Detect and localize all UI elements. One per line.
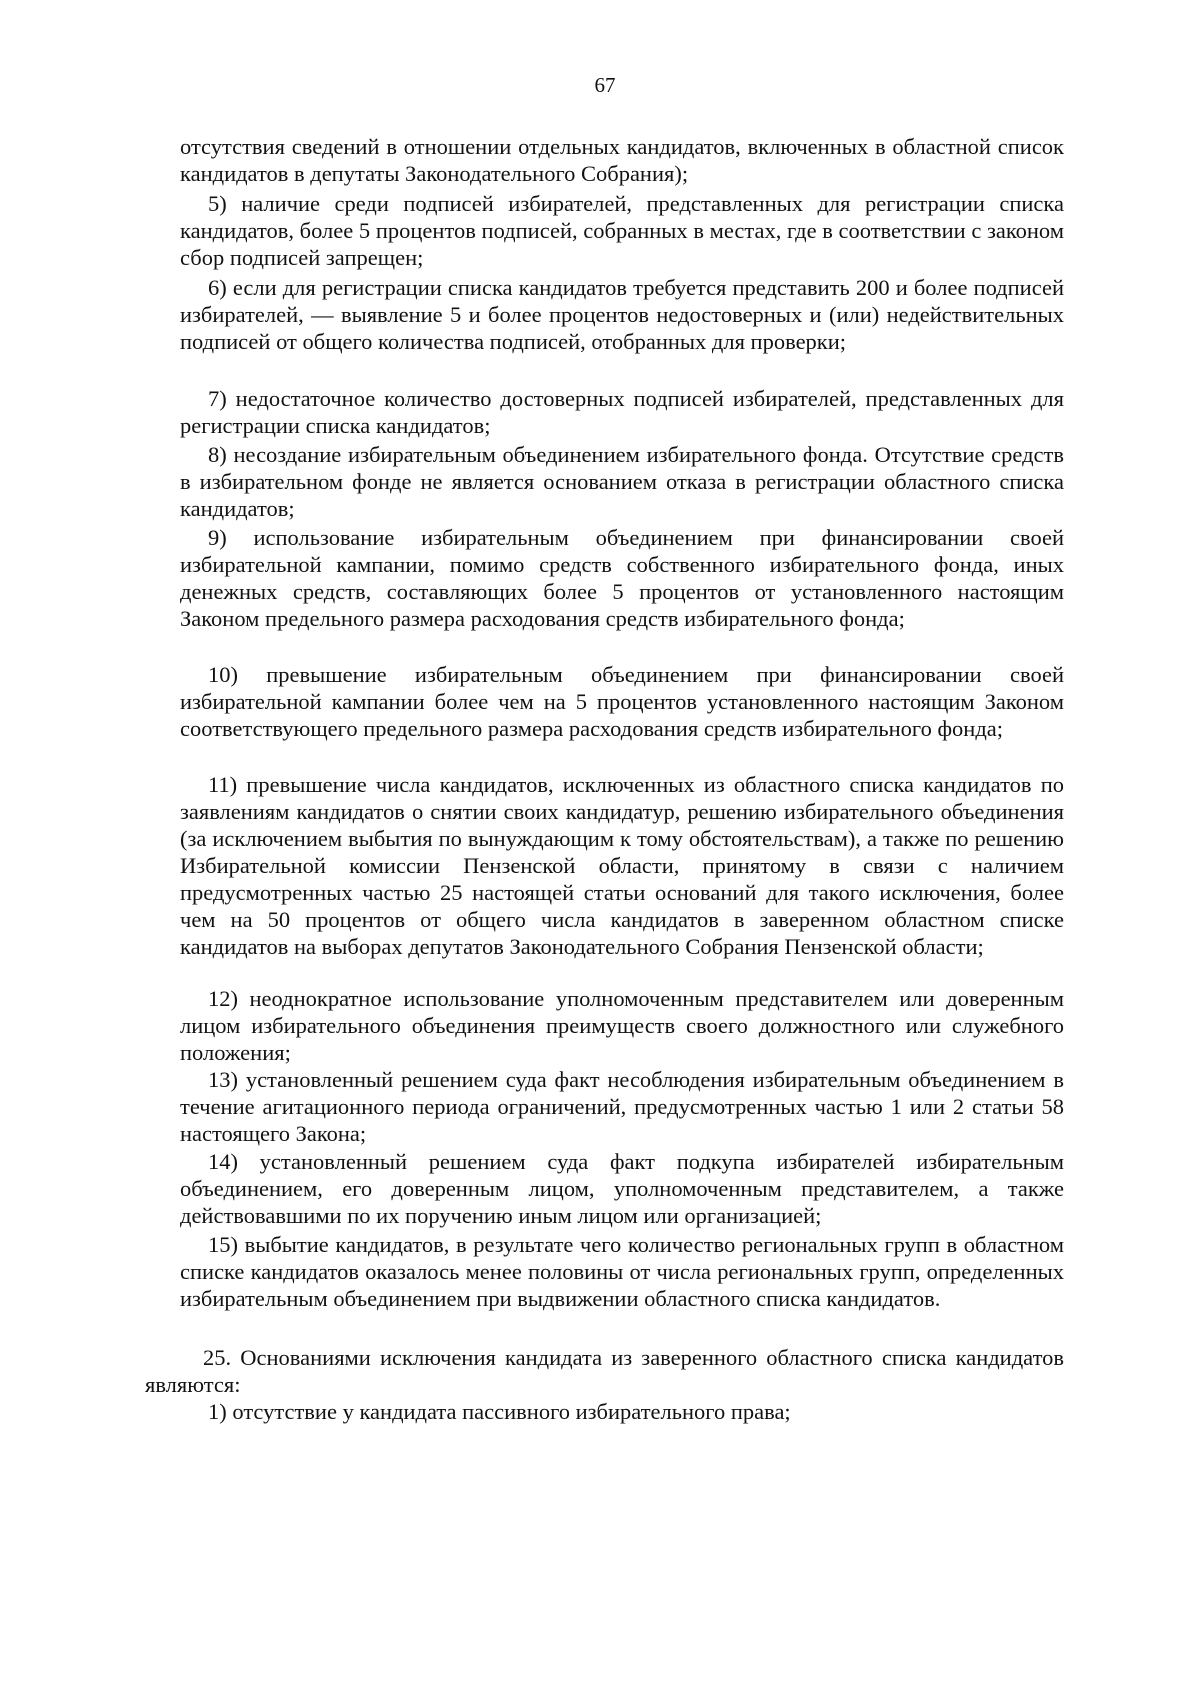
list-item-10: 10) превышение избирательным объединением при финансировании своей избирательной кампании более чем на 5 процентов установленного настоящим Законом соответствующего предельного размера расходования средств избирательного фонда; (180, 662, 1064, 741)
list-item-9: 9) использование избирательным объединением при финансировании своей избирательной кампании, помимо средств собственного избирательного фонда, иных денежных средств, составляющих более 5 процентов от установленного настоящим Законом предельного размера расходования средств избирательного фонда; (180, 525, 1064, 631)
list-item-13: 13) установленный решением суда факт несоблюдения избирательным объединением в течение агитационного периода ограничений, предусмотренных частью 1 или 2 статьи 58 настоящего Закона; (180, 1067, 1064, 1146)
list-item-12: 12) неоднократное использование уполномоченным представителем или доверенным лицом избирательного объединения преимуществ своего должностного или служебного положения; (180, 986, 1064, 1065)
section-25-heading: 25. Основаниями исключения кандидата из заверенного областного списка кандидатов являются: (145, 1345, 1064, 1397)
list-item-6: 6) если для регистрации списка кандидатов требуется представить 200 и более подписей избирателей, — выявление 5 и более процентов недостоверных и (или) недействительных подписей от общего количества подписей, отобранных для проверки; (180, 275, 1064, 354)
list-item-15: 15) выбытие кандидатов, в результате чего количество региональных групп в областном списке кандидатов оказалось менее половины от числа региональных групп, определенных избирательным объединением при выдвижении областного списка кандидатов. (180, 1232, 1064, 1311)
list-item-8: 8) несоздание избирательным объединением избирательного фонда. Отсутствие средств в избирательном фонде не является основанием отказа в регистрации областного списка кандидатов; (180, 442, 1064, 521)
page-number: 67 (594, 73, 616, 97)
list-item-11: 11) превышение числа кандидатов, исключенных из областного списка кандидатов по заявлениям кандидатов о снятии своих кандидатур, решению избирательного объединения (за исключением выбытия по вынуждающим к тому обстоятельствам), а также по решению Избирательной комиссии Пензенской области, принятому в связи с наличием предусмотренных частью 25 настоящей статьи оснований для такого исключения, более чем на 50 процентов от общего числа кандидатов в заверенном областном списке кандидатов на выборах депутатов Законодательного Собрания Пензенской области; (180, 772, 1064, 959)
list-item-7: 7) недостаточное количество достоверных подписей избирателей, представленных для регистрации списка кандидатов; (180, 386, 1064, 438)
section-25-item-1: 1) отсутствие у кандидата пассивного избирательного права; (208, 1399, 791, 1424)
list-item-14: 14) установленный решением суда факт подкупа избирателей избирательным объединением, его доверенным лицом, уполномоченным представителем, а также действовавшими по их поручению иным лицом или организацией; (180, 1149, 1064, 1228)
paragraph-continuation: отсутствия сведений в отношении отдельных кандидатов, включенных в областной список кандидатов в депутаты Законодательного Собрания); (180, 134, 1064, 186)
list-item-5: 5) наличие среди подписей избирателей, представленных для регистрации списка кандидатов, более 5 процентов подписей, собранных в местах, где в соответствии с законом сбор подписей запрещен; (180, 191, 1064, 270)
